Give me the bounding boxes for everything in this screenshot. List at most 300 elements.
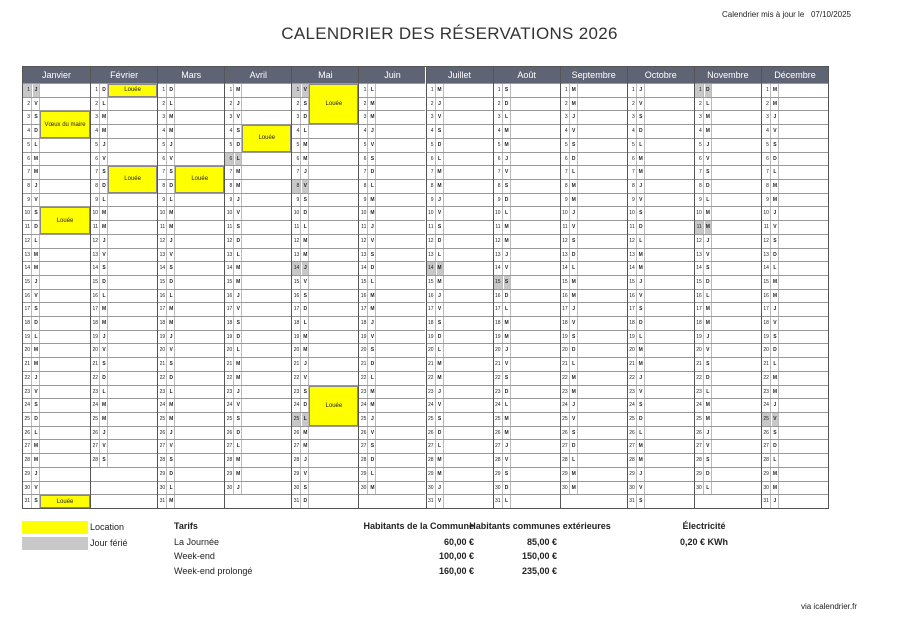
weekday-letter: D [168, 468, 175, 481]
legend-location-label: Location [90, 522, 125, 532]
legend-holiday-label: Jour férié [90, 538, 128, 548]
day-cell [695, 138, 761, 152]
weekday-letter: M [369, 111, 376, 124]
day-cell [762, 343, 828, 357]
day-cell [762, 179, 828, 193]
day-cell [225, 220, 291, 234]
weekday-letter: L [437, 440, 444, 453]
day-number: 16 [292, 290, 301, 303]
day-cell [628, 481, 694, 495]
day-cell [695, 371, 761, 385]
day-number: 3 [762, 111, 771, 124]
day-number: 8 [494, 180, 503, 193]
weekday-letter: L [101, 386, 108, 399]
day-number: 24 [494, 399, 503, 412]
day-cell [494, 343, 560, 357]
weekday-letter: M [168, 317, 175, 330]
day-cell [695, 206, 761, 220]
day-number: 8 [225, 180, 234, 193]
day-cell [91, 453, 157, 467]
day-number: 24 [762, 399, 771, 412]
day-cell [23, 426, 90, 440]
day-number: 2 [158, 98, 167, 111]
booking-block: Louée [309, 84, 358, 124]
day-cell [158, 371, 224, 385]
weekday-letter: S [33, 111, 40, 124]
tarifs-col1: Habitants de la Commune [363, 521, 474, 531]
day-number: 25 [158, 413, 167, 426]
day-number: 13 [158, 249, 167, 262]
day-number: 13 [561, 249, 570, 262]
weekday-letter: S [638, 111, 645, 124]
weekday-letter: M [638, 344, 645, 357]
day-cell [427, 385, 493, 399]
day-cell [158, 289, 224, 303]
day-number: 20 [91, 344, 100, 357]
day-cell [427, 371, 493, 385]
day-number: 27 [91, 440, 100, 453]
day-number: 16 [91, 290, 100, 303]
day-number: 16 [23, 290, 32, 303]
day-cell [695, 110, 761, 124]
day-number: 5 [292, 139, 301, 152]
weekday-letter: L [504, 399, 511, 412]
weekday-letter: L [302, 125, 309, 138]
day-number: 7 [695, 166, 704, 179]
weekday-letter: L [101, 194, 108, 207]
weekday-letter: M [638, 153, 645, 166]
day-cell [561, 481, 627, 495]
day-number: 28 [561, 454, 570, 467]
day-number: 17 [23, 303, 32, 316]
weekday-letter: D [33, 125, 40, 138]
day-number: 17 [292, 303, 301, 316]
day-number: 22 [359, 372, 368, 385]
day-cell [762, 385, 828, 399]
weekday-letter: J [235, 386, 242, 399]
weekday-letter: S [33, 399, 40, 412]
weekday-letter: M [33, 262, 40, 275]
day-cell [225, 206, 291, 220]
weekday-letter: S [235, 413, 242, 426]
weekday-letter: J [302, 262, 309, 275]
day-cell [494, 302, 560, 316]
weekday-letter: L [504, 303, 511, 316]
weekday-letter: M [369, 290, 376, 303]
day-cell [762, 398, 828, 412]
day-number: 8 [695, 180, 704, 193]
weekday-letter: V [571, 125, 578, 138]
day-number: 12 [359, 235, 368, 248]
month-column [23, 67, 90, 508]
day-cell [359, 357, 425, 371]
weekday-letter: V [369, 427, 376, 440]
weekday-letter: J [504, 440, 511, 453]
weekday-letter: L [168, 194, 175, 207]
day-number: 2 [23, 98, 32, 111]
day-number: 31 [158, 495, 167, 508]
day-cell [494, 426, 560, 440]
weekday-letter: M [369, 399, 376, 412]
day-number: 5 [628, 139, 637, 152]
day-number: 12 [561, 235, 570, 248]
day-cell [427, 316, 493, 330]
weekday-letter: V [571, 413, 578, 426]
day-number: 14 [695, 262, 704, 275]
weekday-letter: V [638, 386, 645, 399]
weekday-letter: M [101, 413, 108, 426]
day-cell [762, 330, 828, 344]
weekday-letter: M [638, 262, 645, 275]
day-number: 4 [427, 125, 436, 138]
day-number: 1 [292, 84, 301, 97]
weekday-letter: M [437, 276, 444, 289]
booking-block: Louée [175, 166, 224, 192]
day-number: 5 [91, 139, 100, 152]
weekday-letter: M [772, 98, 779, 111]
weekday-letter: M [101, 399, 108, 412]
day-number: 27 [158, 440, 167, 453]
day-cell [494, 275, 560, 289]
day-cell [359, 261, 425, 275]
month-header: Juillet [427, 67, 493, 84]
day-number: 2 [494, 98, 503, 111]
weekday-letter: L [772, 262, 779, 275]
weekday-letter: V [437, 495, 444, 508]
booking-block: Louée [242, 125, 291, 151]
day-number: 2 [695, 98, 704, 111]
weekday-letter: J [235, 194, 242, 207]
day-number: 10 [695, 207, 704, 220]
day-number: 30 [494, 482, 503, 495]
weekday-letter: J [437, 386, 444, 399]
day-cell [427, 165, 493, 179]
day-cell [158, 453, 224, 467]
weekday-letter: D [369, 358, 376, 371]
day-cell [359, 330, 425, 344]
weekday-letter: S [168, 166, 175, 179]
day-cell [494, 439, 560, 453]
day-number: 21 [427, 358, 436, 371]
day-cell [359, 398, 425, 412]
day-cell [494, 193, 560, 207]
day-cell [427, 261, 493, 275]
day-cell [561, 248, 627, 262]
tarif-row [174, 551, 774, 566]
day-cell [292, 138, 358, 152]
day-cell [427, 357, 493, 371]
weekday-letter: D [437, 139, 444, 152]
day-number: 20 [225, 344, 234, 357]
update-label: Calendrier mis à jour le [722, 10, 805, 19]
day-cell [695, 220, 761, 234]
weekday-letter: D [235, 427, 242, 440]
day-number: 26 [23, 427, 32, 440]
day-cell [561, 152, 627, 166]
weekday-letter: S [571, 235, 578, 248]
weekday-letter: M [168, 207, 175, 220]
day-cell [628, 467, 694, 481]
day-number: 21 [561, 358, 570, 371]
tarif-exterieur: 235,00 € [521, 566, 557, 576]
day-cell [23, 481, 90, 495]
weekday-letter: D [571, 440, 578, 453]
weekday-letter: L [705, 194, 712, 207]
day-number: 1 [23, 84, 32, 97]
weekday-letter: M [571, 194, 578, 207]
day-number: 18 [225, 317, 234, 330]
day-number: 18 [628, 317, 637, 330]
booking-block: Vœux du maire [40, 111, 90, 137]
day-number: 4 [628, 125, 637, 138]
day-number: 14 [91, 262, 100, 275]
weekday-letter: V [504, 262, 511, 275]
day-cell [494, 179, 560, 193]
weekday-letter: D [302, 207, 309, 220]
day-cell [158, 193, 224, 207]
weekday-letter: V [33, 194, 40, 207]
day-number: 8 [762, 180, 771, 193]
day-cell [427, 179, 493, 193]
weekday-letter: V [369, 235, 376, 248]
weekday-letter: M [33, 358, 40, 371]
day-cell [494, 220, 560, 234]
day-number: 25 [23, 413, 32, 426]
day-number: 3 [359, 111, 368, 124]
weekday-letter: M [437, 262, 444, 275]
weekday-letter: S [638, 399, 645, 412]
day-number: 20 [561, 344, 570, 357]
day-number: 30 [23, 482, 32, 495]
day-cell [225, 261, 291, 275]
day-cell [561, 220, 627, 234]
day-number: 12 [628, 235, 637, 248]
weekday-letter: D [772, 249, 779, 262]
day-number: 24 [359, 399, 368, 412]
day-cell [225, 275, 291, 289]
weekday-letter: V [33, 386, 40, 399]
weekday-letter: S [168, 262, 175, 275]
day-cell [695, 97, 761, 111]
weekday-letter: V [369, 139, 376, 152]
day-number: 17 [628, 303, 637, 316]
day-number: 3 [91, 111, 100, 124]
day-cell [427, 494, 493, 508]
weekday-letter: M [772, 468, 779, 481]
day-cell [628, 220, 694, 234]
day-number: 8 [158, 180, 167, 193]
weekday-letter: V [772, 125, 779, 138]
day-number: 25 [91, 413, 100, 426]
weekday-letter: D [369, 454, 376, 467]
month-header: Janvier [23, 67, 90, 84]
weekday-letter: D [638, 125, 645, 138]
day-number: 4 [561, 125, 570, 138]
weekday-letter: M [705, 221, 712, 234]
day-cell [91, 234, 157, 248]
weekday-letter: V [504, 166, 511, 179]
weekday-letter: V [705, 440, 712, 453]
day-cell [494, 110, 560, 124]
day-number: 28 [158, 454, 167, 467]
day-cell [695, 289, 761, 303]
weekday-letter: D [705, 276, 712, 289]
day-number: 23 [23, 386, 32, 399]
day-cell [359, 193, 425, 207]
weekday-letter: M [504, 427, 511, 440]
day-cell [494, 316, 560, 330]
weekday-letter: J [302, 358, 309, 371]
day-number: 5 [561, 139, 570, 152]
weekday-letter: V [168, 344, 175, 357]
day-cell [561, 467, 627, 481]
weekday-letter: J [33, 372, 40, 385]
day-cell [158, 261, 224, 275]
weekday-letter: M [235, 276, 242, 289]
day-number: 10 [292, 207, 301, 220]
weekday-letter: M [168, 399, 175, 412]
day-cell [23, 453, 90, 467]
day-number: 13 [91, 249, 100, 262]
day-number: 6 [427, 153, 436, 166]
day-number: 1 [225, 84, 234, 97]
day-number: 10 [628, 207, 637, 220]
day-number: 25 [427, 413, 436, 426]
day-number: 5 [427, 139, 436, 152]
day-number: 28 [91, 454, 100, 467]
day-cell [561, 371, 627, 385]
day-number: 15 [695, 276, 704, 289]
day-number: 18 [427, 317, 436, 330]
day-cell [494, 481, 560, 495]
weekday-letter: S [638, 303, 645, 316]
weekday-letter: J [638, 468, 645, 481]
day-number: 8 [23, 180, 32, 193]
weekday-letter: D [705, 468, 712, 481]
day-cell [91, 138, 157, 152]
weekday-letter: D [705, 84, 712, 97]
day-number: 17 [225, 303, 234, 316]
day-number: 13 [292, 249, 301, 262]
day-cell [427, 330, 493, 344]
day-cell [91, 385, 157, 399]
weekday-letter: M [168, 221, 175, 234]
day-cell [359, 165, 425, 179]
day-cell [23, 343, 90, 357]
weekday-letter: M [33, 440, 40, 453]
day-number: 11 [292, 221, 301, 234]
day-number: 20 [628, 344, 637, 357]
weekday-letter: M [571, 84, 578, 97]
day-number: 23 [292, 386, 301, 399]
day-cell [427, 289, 493, 303]
day-cell [427, 220, 493, 234]
day-number: 11 [23, 221, 32, 234]
day-number: 5 [158, 139, 167, 152]
day-cell [762, 453, 828, 467]
day-cell [23, 289, 90, 303]
weekday-letter: J [772, 399, 779, 412]
weekday-letter: L [705, 290, 712, 303]
weekday-letter: M [369, 482, 376, 495]
weekday-letter: J [504, 249, 511, 262]
day-number: 2 [359, 98, 368, 111]
tarifs-header [174, 521, 774, 536]
legend-location [22, 521, 182, 535]
tarif-name: La Journée [174, 537, 220, 547]
day-number: 2 [427, 98, 436, 111]
day-cell [225, 426, 291, 440]
day-number: 1 [427, 84, 436, 97]
day-cell [628, 110, 694, 124]
month-column [291, 67, 358, 508]
day-number: 14 [561, 262, 570, 275]
weekday-letter: J [235, 290, 242, 303]
booking-block: Louée [40, 207, 90, 233]
day-cell [628, 97, 694, 111]
day-cell [292, 289, 358, 303]
weekday-letter: M [235, 262, 242, 275]
day-number: 3 [561, 111, 570, 124]
day-cell [91, 439, 157, 453]
day-number: 22 [158, 372, 167, 385]
day-number: 11 [427, 221, 436, 234]
day-cell [494, 138, 560, 152]
day-cell [762, 371, 828, 385]
weekday-letter: S [705, 358, 712, 371]
weekday-letter: M [168, 125, 175, 138]
weekday-letter: V [571, 317, 578, 330]
day-number: 9 [292, 194, 301, 207]
day-number: 7 [359, 166, 368, 179]
day-number: 22 [695, 372, 704, 385]
day-number: 20 [762, 344, 771, 357]
weekday-letter: L [168, 386, 175, 399]
weekday-letter: V [504, 358, 511, 371]
day-cell [628, 385, 694, 399]
day-number: 7 [561, 166, 570, 179]
day-cell [762, 234, 828, 248]
day-cell [292, 453, 358, 467]
day-cell [225, 179, 291, 193]
weekday-letter: M [101, 125, 108, 138]
day-number: 9 [561, 194, 570, 207]
day-cell [359, 453, 425, 467]
day-cell [561, 193, 627, 207]
day-cell [292, 234, 358, 248]
day-cell [158, 481, 224, 495]
day-number: 23 [225, 386, 234, 399]
day-number: 30 [695, 482, 704, 495]
weekday-letter: L [168, 482, 175, 495]
day-cell [427, 467, 493, 481]
day-cell [762, 357, 828, 371]
empty-cell [561, 494, 627, 508]
day-number: 14 [225, 262, 234, 275]
day-number: 25 [561, 413, 570, 426]
day-cell [359, 481, 425, 495]
day-number: 23 [628, 386, 637, 399]
day-cell [158, 275, 224, 289]
day-cell [158, 152, 224, 166]
weekday-letter: S [235, 125, 242, 138]
day-number: 9 [427, 194, 436, 207]
day-number: 17 [561, 303, 570, 316]
day-cell [359, 385, 425, 399]
day-cell [628, 426, 694, 440]
weekday-letter: S [235, 317, 242, 330]
day-cell [23, 371, 90, 385]
